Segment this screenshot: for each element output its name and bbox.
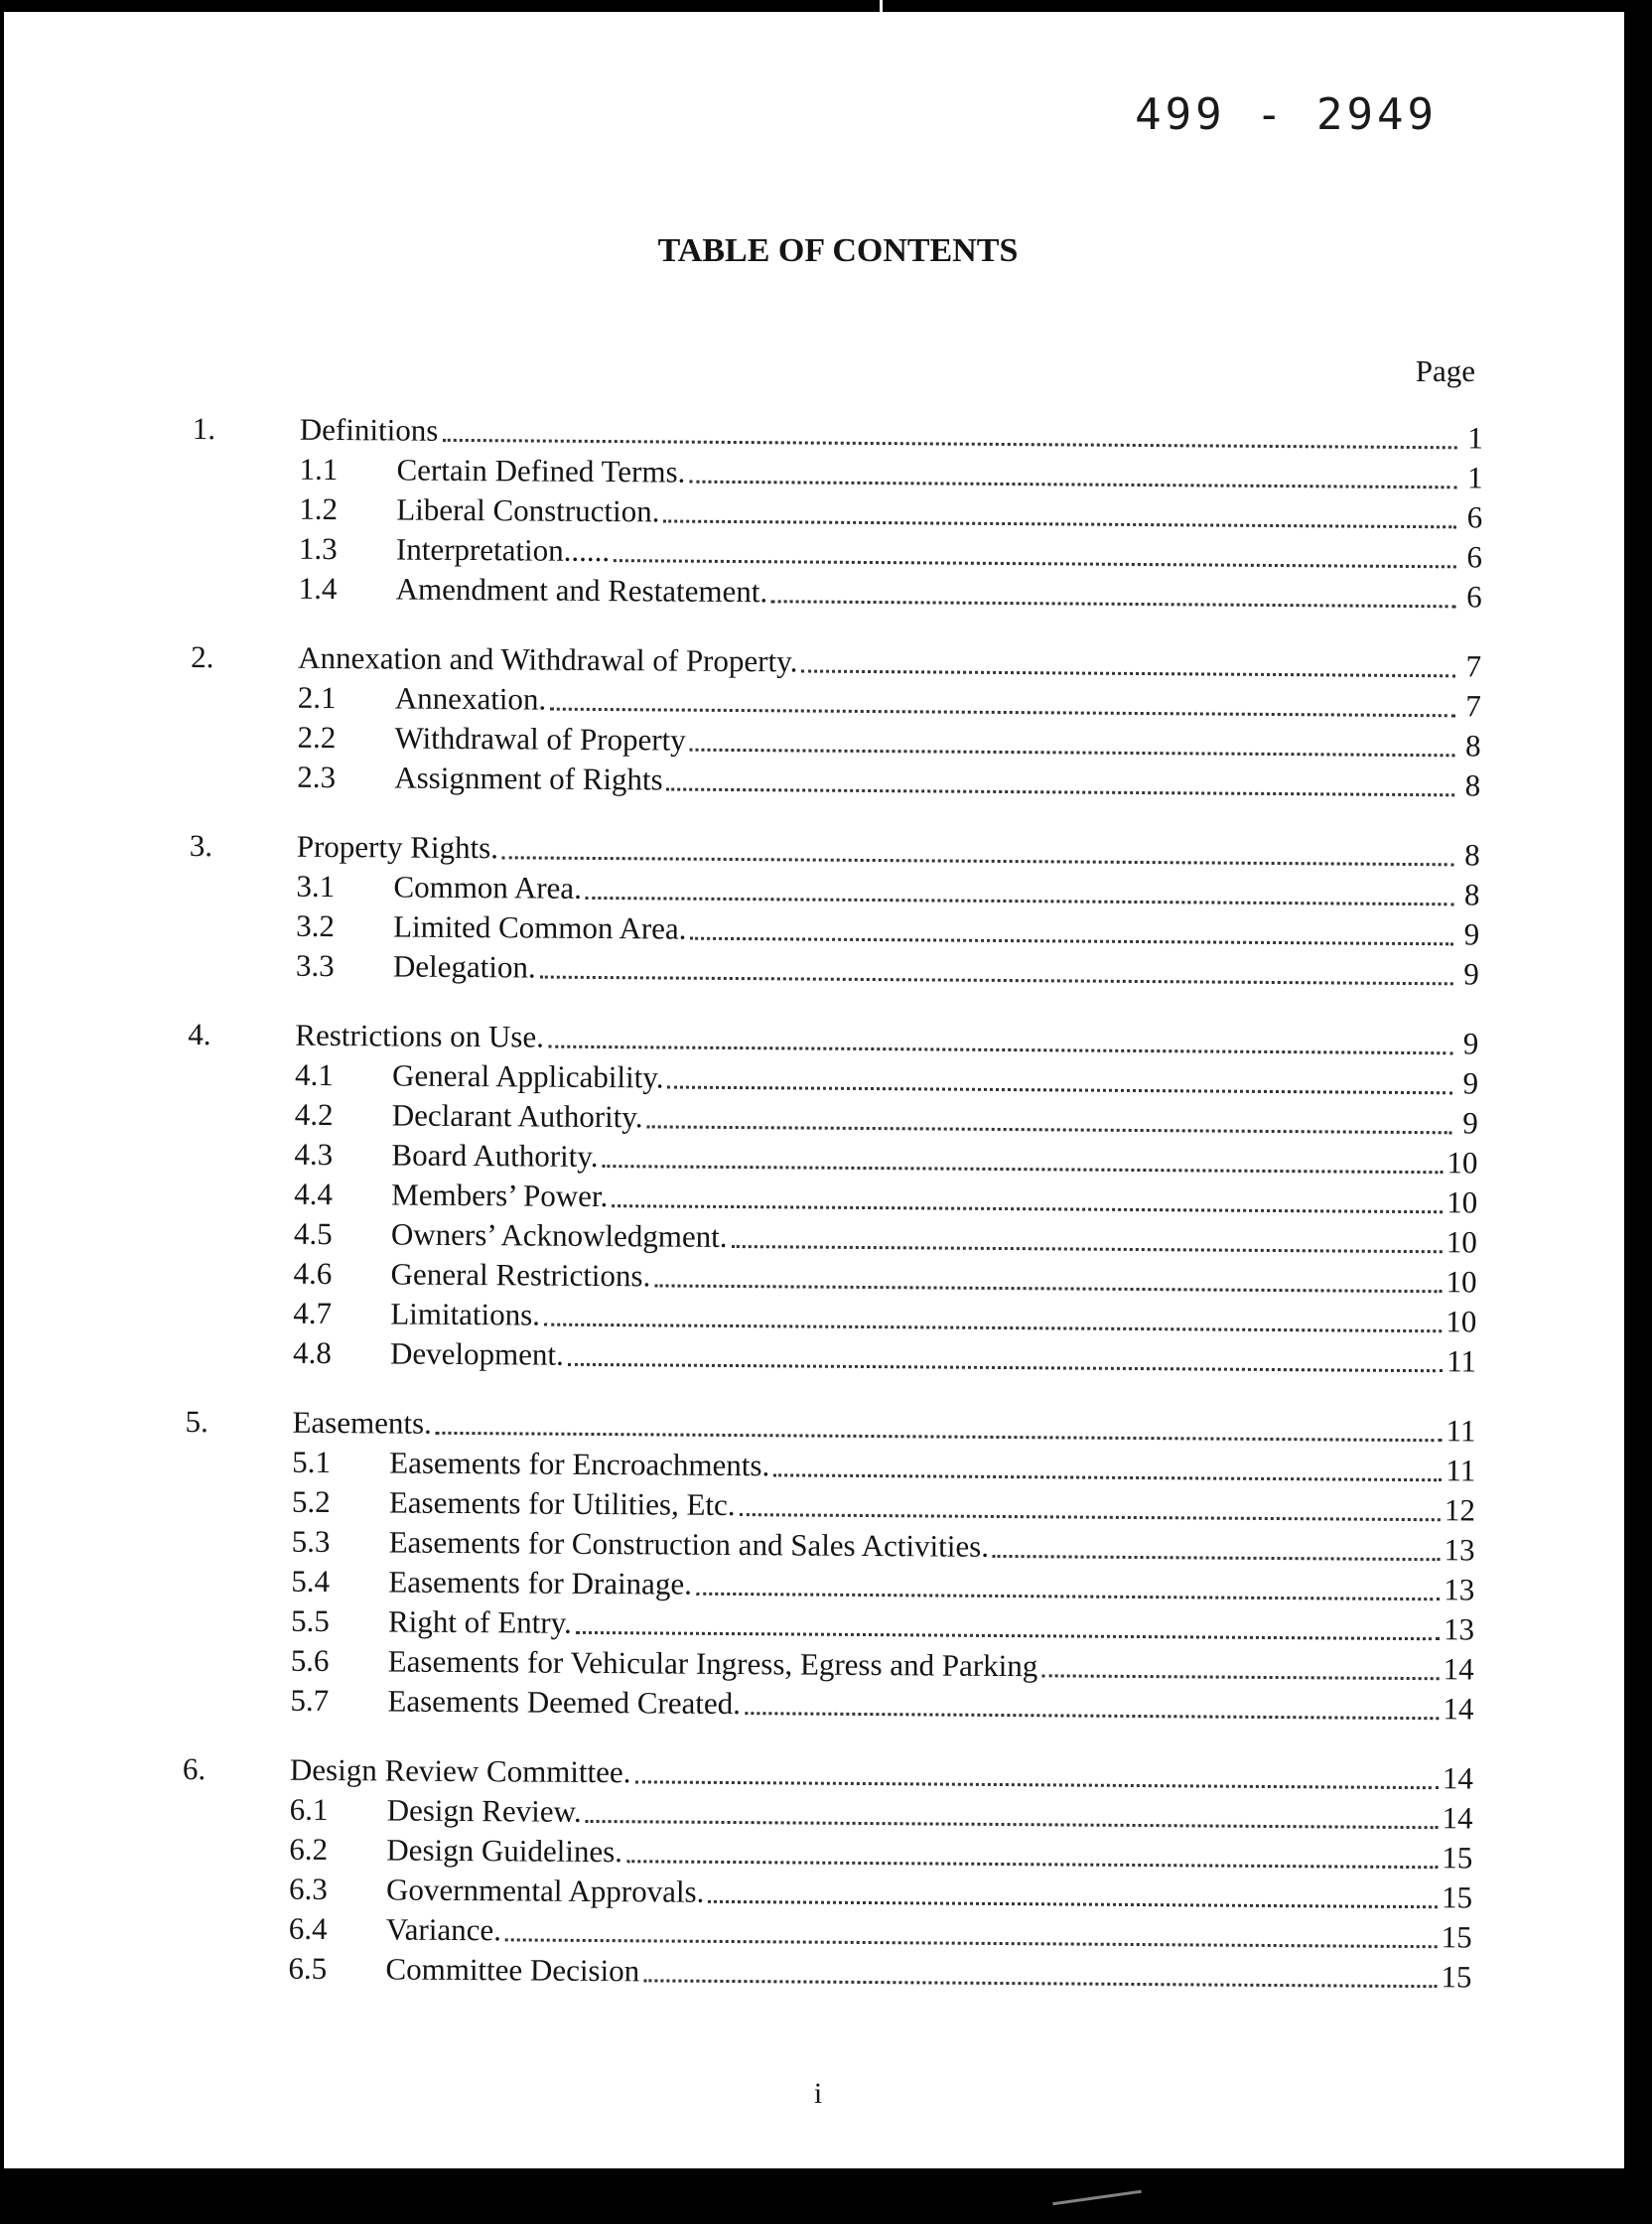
toc-subentry: [186, 1332, 1476, 1382]
toc-entry-page: 9: [1462, 1105, 1478, 1141]
toc-entry-title: Variance.: [385, 1911, 502, 1948]
toc-section: [183, 1402, 1475, 1730]
toc-entry-page: 14: [1442, 1800, 1473, 1836]
toc-entry-title: Restrictions on Use.: [295, 1017, 545, 1054]
toc-entry-number: 4.8: [292, 1334, 332, 1371]
dot-leader: [801, 670, 1455, 678]
document-number: 499 - 2949: [1135, 89, 1438, 140]
toc-section: [181, 1749, 1473, 1998]
toc-entry-title: Easements for Drainage.: [388, 1564, 693, 1601]
toc-entry-title: Liberal Construction.: [396, 491, 660, 529]
dot-leader: [690, 937, 1453, 946]
dot-leader: [612, 1204, 1443, 1213]
toc-entry-page: 8: [1464, 728, 1481, 764]
toc-entry-page: 8: [1464, 767, 1481, 803]
dot-leader: [643, 1979, 1437, 1988]
dot-leader: [773, 1473, 1442, 1481]
toc-entry-number: 1.3: [298, 530, 338, 567]
toc-entry-page: 11: [1446, 1453, 1476, 1488]
page-folio: i: [813, 2077, 823, 2110]
dot-leader: [667, 788, 1455, 797]
page-column-header: Page: [1415, 353, 1475, 388]
toc-entry-page: 6: [1466, 579, 1482, 615]
toc-entry-page: 9: [1462, 1065, 1479, 1101]
toc-entry-title: Certain Defined Terms.: [396, 452, 686, 489]
toc-entry-page: 6: [1466, 539, 1483, 575]
dot-leader: [708, 1900, 1438, 1908]
toc-entry-title: Easements for Utilities, Etc.: [388, 1484, 736, 1523]
scan-bottom-border: [0, 2172, 1652, 2224]
toc-subentry: [190, 757, 1480, 806]
toc-entry-page: 14: [1443, 1651, 1474, 1687]
toc-entry-number: 1.1: [299, 451, 339, 487]
toc-entry-number: 4.7: [293, 1295, 333, 1331]
toc-entry-number: 5.3: [291, 1523, 331, 1560]
toc-entry-title: Amendment and Restatement.: [395, 571, 768, 610]
toc-entry-title: Easements for Vehicular Ingress, Egress and Parking: [387, 1643, 1038, 1684]
toc-entry-number: 6.4: [288, 1910, 328, 1947]
toc-subentry: [181, 1948, 1471, 1998]
document-page: [4, 12, 1624, 2168]
toc-entry-number: 5.5: [290, 1602, 330, 1639]
toc-entry-page: 15: [1441, 1879, 1473, 1915]
toc-entry-number: 4.: [188, 1016, 211, 1052]
dot-leader: [647, 1125, 1452, 1134]
dot-leader: [745, 1712, 1440, 1720]
toc-entry-page: 6: [1466, 499, 1483, 535]
toc-entry-number: 5.2: [291, 1483, 331, 1520]
toc-section: [192, 409, 1483, 618]
page-title: TABLE OF CONTENTS: [657, 232, 1019, 269]
dot-leader: [505, 1938, 1438, 1948]
toc-entry-number: 2.1: [297, 679, 337, 716]
toc-entry-title: Property Rights.: [296, 828, 499, 866]
dot-leader: [540, 976, 1453, 986]
toc-entry-title: Delegation.: [392, 948, 536, 985]
toc-entry-page: 11: [1446, 1413, 1476, 1449]
dot-leader: [654, 1284, 1442, 1293]
toc-entry-number: 4.5: [293, 1215, 333, 1252]
dot-leader: [696, 1593, 1440, 1600]
toc-entry-number: 4.6: [293, 1255, 333, 1292]
toc-entry-number: 2.2: [297, 719, 337, 756]
toc-entry-title: Design Guidelines.: [386, 1832, 623, 1870]
toc-entry-page: 12: [1444, 1492, 1476, 1528]
toc-entry-title: General Applicability.: [391, 1057, 664, 1095]
toc-subentry: [189, 945, 1479, 995]
toc-entry-page: 9: [1463, 916, 1480, 952]
toc-entry-number: 2.: [191, 638, 214, 675]
dot-leader: [667, 1086, 1452, 1095]
toc-entry-number: 6.5: [288, 1950, 328, 1987]
toc-subentry: [192, 568, 1482, 618]
dot-leader: [740, 1513, 1441, 1521]
toc-entry-number: 2.3: [297, 759, 337, 795]
toc-entry-number: 3.2: [296, 907, 336, 944]
toc-entry-title: Design Review.: [386, 1792, 582, 1829]
toc-entry-number: 4.3: [294, 1136, 334, 1173]
toc-entry-title: Interpretation......: [395, 531, 611, 569]
toc-entry-page: 13: [1443, 1611, 1475, 1647]
dot-leader: [586, 897, 1454, 905]
toc-entry-title: Development.: [389, 1335, 564, 1372]
toc-entry-number: 4.1: [294, 1056, 334, 1093]
toc-entry-page: 13: [1444, 1532, 1475, 1568]
toc-entry-number: 3.3: [295, 947, 335, 984]
toc-entry-page: 14: [1443, 1691, 1474, 1727]
toc-entry-number: 6.2: [289, 1831, 329, 1868]
toc-entry-number: 3.: [189, 827, 213, 864]
dot-leader: [550, 708, 1455, 718]
dot-leader: [614, 559, 1456, 568]
toc-entry-page: 8: [1464, 837, 1480, 873]
toc-entry-title: Annexation.: [394, 680, 547, 717]
toc-entry-page: 15: [1442, 1840, 1473, 1876]
toc-entry-page: 10: [1446, 1304, 1477, 1339]
toc-entry-title: Right of Entry.: [387, 1603, 573, 1640]
dot-leader: [771, 600, 1456, 608]
toc-entry-page: 7: [1465, 648, 1482, 684]
toc-entry-page: 15: [1441, 1919, 1472, 1955]
toc-entry-page: 14: [1442, 1760, 1474, 1796]
dot-leader: [626, 1860, 1438, 1869]
dot-leader: [634, 1780, 1438, 1789]
dot-leader: [663, 519, 1456, 528]
toc-entry-number: 5.4: [291, 1563, 331, 1599]
toc-entry-title: Limited Common Area.: [393, 908, 687, 946]
toc-entry-page: 10: [1446, 1264, 1477, 1300]
toc-entry-title: Members’ Power.: [391, 1177, 609, 1214]
dot-leader: [993, 1555, 1441, 1561]
toc-entry-title: Withdrawal of Property: [394, 720, 686, 758]
dot-leader: [1041, 1674, 1439, 1680]
toc-subentry: [183, 1680, 1473, 1730]
toc-entry-title: Governmental Approvals.: [385, 1872, 705, 1909]
toc-entry-title: General Restrictions.: [390, 1256, 651, 1294]
toc-entry-number: 5.: [185, 1403, 208, 1440]
toc-entry-title: Easements.: [292, 1404, 432, 1441]
toc-entry-title: Definitions: [299, 411, 439, 448]
toc-entry-page: 9: [1462, 1026, 1479, 1061]
toc-entry-page: 8: [1463, 877, 1480, 912]
dot-leader: [548, 1045, 1452, 1055]
dot-leader: [436, 1432, 1443, 1442]
toc-entry-title: Common Area.: [393, 869, 583, 905]
dot-leader: [689, 481, 1456, 489]
toc-section: [189, 826, 1480, 995]
toc-entry-title: Easements Deemed Created.: [387, 1683, 742, 1722]
toc-entry-page: 11: [1446, 1343, 1477, 1379]
dot-leader: [442, 439, 1456, 449]
dot-leader: [576, 1631, 1440, 1640]
toc-entry-page: 1: [1467, 420, 1483, 456]
toc-entry-page: 7: [1465, 688, 1481, 724]
toc-entry-number: 4.4: [294, 1176, 334, 1212]
toc-entry-title: Assignment of Rights: [394, 760, 663, 797]
toc-entry-number: 1.4: [298, 570, 338, 607]
toc-section: [186, 1015, 1479, 1382]
toc-entry-number: 1.: [192, 410, 216, 447]
toc-entry-title: Limitations.: [390, 1296, 541, 1332]
dot-leader: [731, 1245, 1442, 1253]
toc-entry-number: 4.2: [294, 1096, 334, 1133]
toc-entry-page: 10: [1446, 1145, 1478, 1181]
toc-entry-title: Annexation and Withdrawal of Property.: [298, 639, 798, 679]
toc-entry-number: 5.6: [290, 1642, 330, 1679]
table-of-contents: [181, 409, 1483, 2026]
toc-entry-page: 13: [1444, 1572, 1475, 1607]
toc-entry-title: Owners’ Acknowledgment.: [390, 1216, 728, 1254]
toc-entry-title: Board Authority.: [391, 1137, 599, 1175]
dot-leader: [586, 1820, 1439, 1829]
dot-leader: [568, 1363, 1443, 1372]
dot-leader: [603, 1165, 1444, 1174]
toc-entry-number: 5.1: [292, 1444, 332, 1480]
toc-entry-title: Easements for Construction and Sales Activities.: [388, 1524, 990, 1564]
toc-entry-page: 10: [1446, 1184, 1478, 1220]
toc-entry-number: 5.7: [290, 1682, 330, 1719]
dot-leader: [502, 856, 1454, 866]
toc-entry-number: 3.1: [296, 868, 336, 904]
toc-entry-page: 10: [1446, 1224, 1478, 1260]
dot-leader: [690, 749, 1455, 758]
toc-entry-number: 6.3: [288, 1871, 328, 1907]
toc-entry-title: Declarant Authority.: [391, 1097, 643, 1135]
toc-entry-page: 15: [1441, 1959, 1472, 1995]
toc-entry-number: 1.2: [299, 490, 339, 527]
toc-entry-page: 1: [1466, 460, 1483, 495]
toc-entry-page: 9: [1463, 956, 1479, 992]
toc-entry-title: Design Review Committee.: [289, 1751, 631, 1790]
toc-entry-number: 6.: [182, 1750, 206, 1787]
toc-entry-number: 6.1: [289, 1791, 329, 1828]
toc-section: [190, 637, 1481, 806]
dot-leader: [544, 1323, 1442, 1333]
toc-entry-title: Easements for Encroachments.: [389, 1445, 770, 1483]
toc-entry-title: Committee Decision: [385, 1951, 640, 1989]
